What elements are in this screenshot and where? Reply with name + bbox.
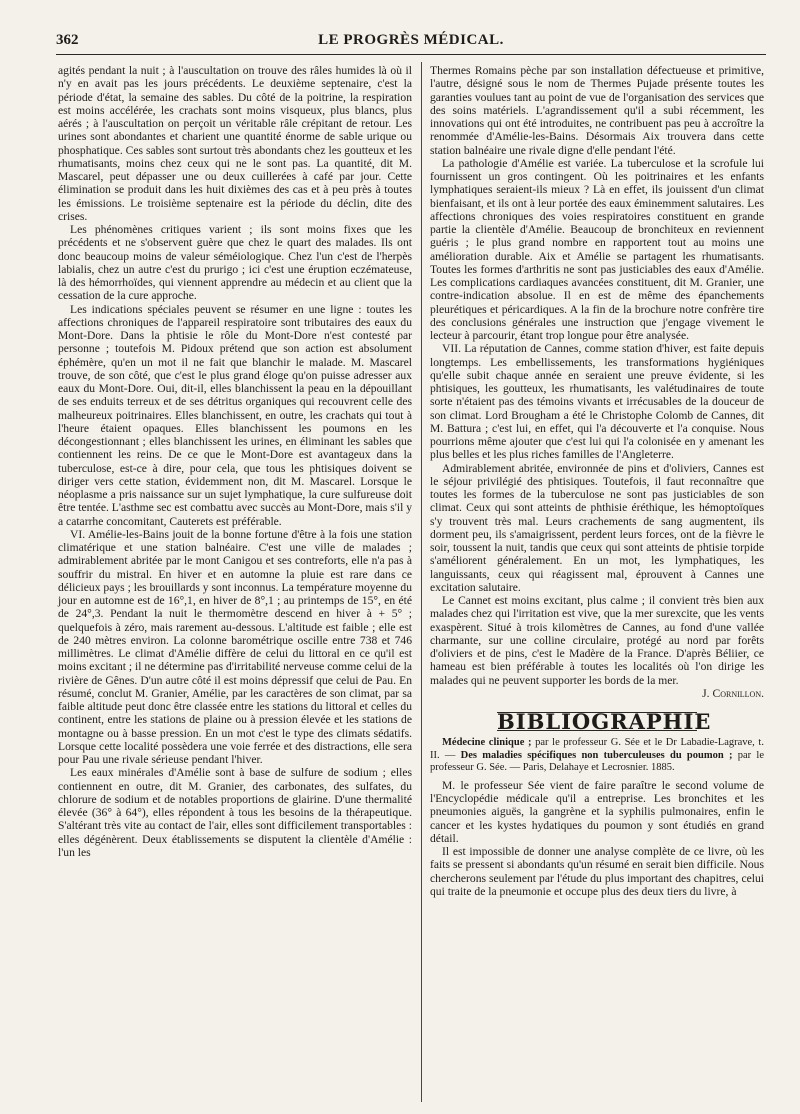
paragraph: Les phénomènes critiques varient ; ils sont moins fixes que les précédents et ne s'observent guère que chez le quart des malades. Ils ont donc beaucoup moins de valeur séméiologique. Chez l'un c'est de l'herpès labialis, chez un autre c'est du prurigo ; ici c'est une éruption eczémateuse, là des hémorrhoïdes, qui viennent apprendre au médecin et au client que la cessation de la cure approche.: [58, 223, 412, 303]
paragraph: Le Cannet est moins excitant, plus calme ; il convient très bien aux malades chez qui l'irritation est vive, que la mer surexcite, que les vents exaspèrent. Situé à trois kilomètres de Cannes, au fond d'une vallée charmante, sur une colline circulaire, protégé au nord par forêts d'oliviers et de pins, c'est le Madère de la France. D'après Béliier, ce hameau est bien préférable à toutes les localités où l'on dirige les malades qui ne peuvent supporter les bords de la mer.: [430, 594, 764, 687]
entry-publisher: par le professeur G. Sée. — Paris, Delahaye et Lecrosnier. 1885.: [430, 749, 764, 774]
paragraph: La pathologie d'Amélie est variée. La tuberculose et la scrofule lui fournissent un gros contingent. Où les poitrinaires et les enfants lymphatiques seraient-ils mieux ? Là en effet, ils jouissent d'un climat bienfaisant, et ils ont à leur portée des eaux éminemment salutaires. Les affections chroniques des voies respiratoires constituent en grande partie la clientèle d'Amélie. Beaucoup de bronchiteux en reviennent guéris ; le plus grand nombre en rapportent tout au moins une amélioration durable. Aix et Amélie se partagent les rhumatisants. Toutes les formes d'arthritis ne sont pas justiciables des eaux d'Amélie. Les complications cardiaques avancées constituent, dit M. Granier, une contre-indication absolue. Il en est de même des épanchements pleurétiques et péricardiques. A la fin de la brochure notre confrère tire des conclusions générales une instruction que j'engage vivement le lecteur à parcourir, étant trop longue pour être analysée.: [430, 156, 764, 342]
journal-title: LE PROGRÈS MÉDICAL.: [318, 32, 504, 48]
paragraph: Les indications spéciales peuvent se résumer en une ligne : toutes les affections chroniques de l'appareil respiratoire sont tributaires des eaux du Mont-Dore. Dans la phtisie le rôle du Mont-Dore n'est contesté par personne ; toutefois M. Pidoux prétend que son action est absolument éphémère, qu'en un mot il ne fait que blanchir le malade. M. Mascarel trouve, de son côté, que c'est le plus grand éloge qu'on puisse adresser aux eaux du Mont-Dore. Oui, dit-il, elles blanchissent la peau en la dépouillant de ses enduits terreux et de ses détritus organiques qui recouvrent celle des malheureux poitrinaires. Elles blanchissent, en outre, les crachats qui tout à l'heure étaient opaques. Elles blanchissent les poumons en les décongestionnant ; elles blanchissent les urines, en éliminant les sables que contiennent les reins. De ce que le Mont-Dore est avantageux dans la tuberculose, est-ce à dire, pour cela, que tous les phtisiques doivent se diriger vers cette station, évidemment non, dit M. Mascarel. Lorsque le néoplasme a pris naissance sur un sujet lymphatique, la cure sulfureuse doit être tentée. L'asthme sec est combattu avec succès au Mont-Dore, mais s'il y a catarrhe concomitant, Cauterets est préférable.: [58, 302, 412, 528]
page-header: [56, 30, 766, 55]
paragraph: agités pendant la nuit ; à l'auscultation on trouve des râles humides là où il n'y en avait pas les jours précédents. Le deuxième septenaire, c'est la période d'état, la semaine des sables. Du côté de la poitrine, la respiration est moins accélérée, les crachats sont moins visqueux, plus blancs, plus aérés ; à l'auscultation on perçoit un véritable râle crépitant de retour. Les urines sont abondantes et charient une quantité énorme de sable urique ou phosphatique. Ces sables sont surtout très abondants chez les goutteux et les rhumatisants, moins chez ceux qui ne le sont pas. La quantité, dit M. Mascarel, peut dépasser une ou deux cuillerées à café par jour. Cette élimination se produit dans les huit dixièmes des cas et à peu près à toutes les émissions. Le troisième septenaire est la période du déclin, dite des crises.: [58, 64, 412, 223]
entry-title: Médecine clinique ;: [442, 737, 532, 749]
page-number: 362: [56, 32, 79, 48]
column-divider: [421, 62, 422, 1102]
paragraph: Admirablement abritée, environnée de pins et d'oliviers, Cannes est le séjour privilégié des phtisiques. Toutefois, il faut reconnaître que toutes les formes de la tuberculose ne sont pas justiciables de son climat. Ceux qui sont atteints de phthisie éréthique, les hémoptoïques s'y trouvent très mal. Leurs crachements de sang augmentent, ils dorment peu, ils s'amaigrissent, perdent leurs forces, ont de la fièvre le soir, toussent la nuit, tandis que ceux qui sont atteints de phtisie torpide s'améliorent généralement. En un mot, les lymphatiques, les languissants, ceux qui réagissent mal, éprouvent à Cannes une excitation salutaire.: [430, 461, 764, 594]
paragraph: Il est impossible de donner une analyse complète de ce livre, où les faits se pressent si abondants qu'un résumé en serait bien difficile. Nous chercherons seulement par l'étude du plus important des chapitres, celui qui traite de la pneumonie et occupe plus des deux tiers du livre, à: [430, 845, 764, 898]
paragraph: Thermes Romains pèche par son installation défectueuse et primitive, l'autre, désigné sous le nom de Thermes Pujade présente toutes les garanties voulues tant au point de vue de l'organisation des services que des soins matériels. L'agrandissement qu'il a subi récemment, les innovations qui ont été introduites, ne contribuent pas peu à accroître la renommée d'Amélie-les-Bains. Désormais Aix trouvera dans cette station balnéaire une rivale digne d'elle pendant l'été.: [430, 64, 764, 157]
bibliography-entry: [430, 737, 764, 775]
author-signature: J. Cornillon.: [702, 686, 764, 700]
right-column: [430, 64, 764, 898]
entry-authors: par le professeur G. Sée et le Dr Labadie-Lagrave, t. II. —: [430, 737, 764, 761]
paragraph: Les eaux minérales d'Amélie sont à base de sulfure de sodium ; elles contiennent en outre, dit M. Granier, des carbonates, des sulfates, du chlorure de sodium et de notables proportions de glairine. D'une thermalité élevée (36° à 64°), elles répondent à tous les besoins de la thérapeutique. S'altérant très vite au contact de l'air, elles sont difficilement transportables : elles dégénèrent. Deux établissements se disputent la clientèle d'Amélie : l'un les: [58, 766, 412, 859]
paragraph: VI. Amélie-les-Bains jouit de la bonne fortune d'être à la fois une station climatérique et une station balnéaire. C'est une ville de malades ; admirablement abritée par le mont Canigou et ses contreforts, elle n'a pas à souffrir du mistral. En hiver et en automne la pluie est rare dans ce délicieux pays ; les brouillards y sont inconnus. La température moyenne du jour en automne est de 16°,1, en hiver de 8°,1 ; au printemps de 15°, en été de 24°,3. Pendant la nuit le thermomètre descend en hiver à + 5° ; quelquefois à zéro, mais rarement au-dessous. L'altitude est faible ; elle est de 240 mètres environ. La colonne barométrique oscille entre 738 et 746 millimètres. Le climat d'Amélie diffère de celui du littoral en ce qu'il est moins excitant ; il ne détermine pas d'irritabilité nerveuse comme celui de la rivière de Gênes. D'un autre côté il est moins dépressif que celui de Pau. En résumé, conclut M. Granier, Amélie, par les caractères de son climat, par sa faible altitude peut donc être classée entre les stations du littoral et celles du continent, entre les stations de plaine ou à pression élevée et les stations de montagne ou à basse pression. En un mot c'est le type des climats sédatifs. Lorsque cette localité possèdera une voie ferrée et des distractions, elle sera pour Pau une rivale sérieuse pendant l'hiver.: [58, 527, 412, 766]
left-column: [58, 64, 412, 859]
paragraph: VII. La réputation de Cannes, comme station d'hiver, est faite depuis longtemps. Les embellissements, les transformations hygiéniques qu'elle subit chaque année en seraient une preuve évidente, si les phtisiques, les goutteux, les rhumatisants, les valétudinaires de toute sorte n'étaient pas des témoins vivants et irrécusables de la douceur de son climat. Lord Brougham a été le Christophe Colomb de Cannes, dit M. Battura ; c'est lui, en effet, qui l'a découverte et l'a conquise. Nous pourrions même ajouter que c'est lui qui l'a colonisée en y amenant les plus belles et les plus riches familles de l'Angleterre.: [430, 342, 764, 462]
paragraph: M. le professeur Sée vient de faire paraître le second volume de l'Encyclopédie médicale qu'il a entreprise. Les bronchites et les pneumonies aiguës, la gangrène et la syphilis pulmonaires, enfin le cancer et les kystes hydatiques du poumon y sont étudiés en grand détail.: [430, 778, 764, 845]
section-heading: BIBLIOGRAPHIE: [497, 709, 712, 734]
entry-work-title: Des maladies spécifiques non tuberculeuses du poumon ;: [455, 749, 733, 761]
